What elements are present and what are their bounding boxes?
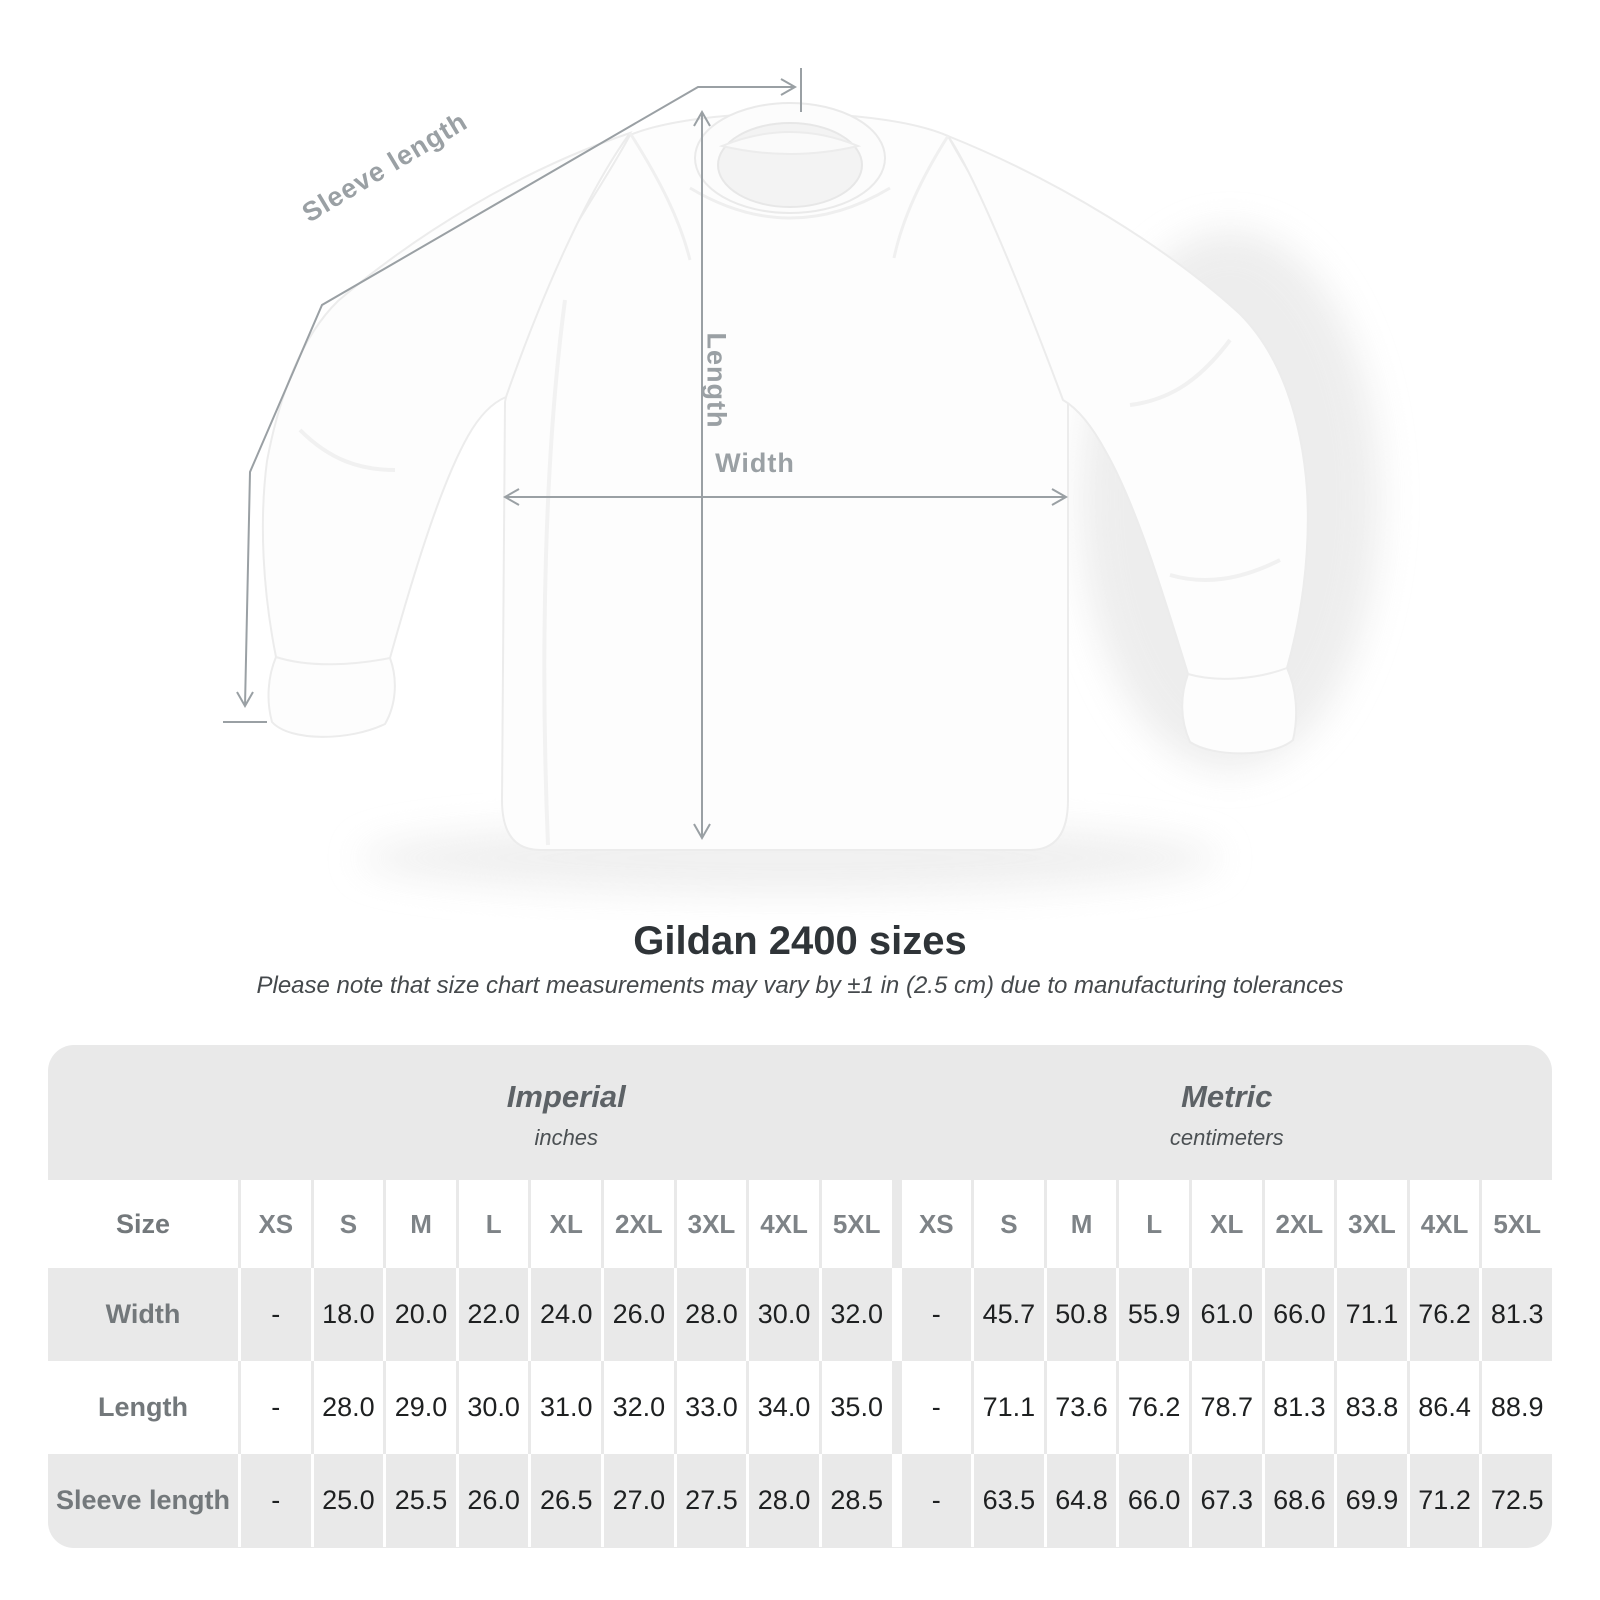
size-header-metric-xs: XS xyxy=(902,1180,972,1268)
imperial-value-l: 26.0 xyxy=(459,1454,529,1547)
metric-value-4xl: 86.4 xyxy=(1410,1361,1480,1454)
metric-value-s: 45.7 xyxy=(974,1268,1044,1361)
shirt-body xyxy=(502,113,1068,850)
metric-value-s: 71.1 xyxy=(974,1361,1044,1454)
imperial-value-4xl: 28.0 xyxy=(749,1454,819,1547)
imperial-value-m: 29.0 xyxy=(386,1361,456,1454)
imperial-value-2xl: 27.0 xyxy=(604,1454,674,1547)
table-row-length xyxy=(48,1361,1552,1454)
metric-title: Metric xyxy=(1181,1078,1273,1114)
imperial-metric-divider xyxy=(895,1361,899,1454)
imperial-value-5xl: 32.0 xyxy=(822,1268,892,1361)
metric-value-m: 50.8 xyxy=(1047,1268,1117,1361)
metric-value-4xl: 71.2 xyxy=(1410,1454,1480,1547)
size-header-imperial-xs: XS xyxy=(241,1180,311,1268)
size-column-header: Size xyxy=(48,1180,238,1268)
size-header-metric-s: S xyxy=(974,1180,1044,1268)
heading-section xyxy=(0,918,1600,1000)
imperial-metric-divider xyxy=(895,1180,899,1268)
imperial-value-2xl: 26.0 xyxy=(604,1268,674,1361)
table-body xyxy=(48,1268,1552,1547)
size-header-imperial-5xl: 5XL xyxy=(822,1180,892,1268)
metric-value-3xl: 69.9 xyxy=(1337,1454,1407,1547)
row-label: Length xyxy=(48,1361,238,1454)
metric-value-m: 73.6 xyxy=(1047,1361,1117,1454)
imperial-metric-divider xyxy=(895,1454,899,1547)
metric-value-l: 76.2 xyxy=(1119,1361,1189,1454)
metric-value-xs: - xyxy=(902,1361,972,1454)
unit-header-row xyxy=(48,1045,1552,1180)
size-header-imperial-s: S xyxy=(314,1180,384,1268)
length-measurement-label-text: Length xyxy=(701,332,732,428)
imperial-value-2xl: 32.0 xyxy=(604,1361,674,1454)
page-title: Gildan 2400 sizes xyxy=(633,919,967,963)
metric-subtitle: centimeters xyxy=(1169,1124,1284,1150)
imperial-value-4xl: 30.0 xyxy=(749,1268,819,1361)
imperial-value-3xl: 27.5 xyxy=(677,1454,747,1547)
size-header-imperial-m: M xyxy=(386,1180,456,1268)
imperial-value-s: 18.0 xyxy=(314,1268,384,1361)
size-header-row xyxy=(48,1180,1552,1268)
table-row-sleeve-length xyxy=(48,1454,1552,1547)
size-header-metric-3xl: 3XL xyxy=(1337,1180,1407,1268)
size-header-imperial-xl: XL xyxy=(531,1180,601,1268)
imperial-metric-divider xyxy=(895,1268,899,1361)
metric-value-xl: 67.3 xyxy=(1192,1454,1262,1547)
metric-value-3xl: 83.8 xyxy=(1337,1361,1407,1454)
metric-value-5xl: 72.5 xyxy=(1482,1454,1552,1547)
metric-value-5xl: 88.9 xyxy=(1482,1361,1552,1454)
width-measurement-label: Width xyxy=(715,448,795,478)
size-header-imperial-3xl: 3XL xyxy=(677,1180,747,1268)
metric-value-xl: 78.7 xyxy=(1192,1361,1262,1454)
size-header-metric-2xl: 2XL xyxy=(1265,1180,1335,1268)
size-header-imperial-l: L xyxy=(459,1180,529,1268)
table-row-width xyxy=(48,1268,1552,1361)
imperial-value-l: 22.0 xyxy=(459,1268,529,1361)
metric-value-2xl: 66.0 xyxy=(1265,1268,1335,1361)
page-subtitle: Please note that size chart measurements may vary by ±1 in (2.5 cm) due to manufacturing tolerances xyxy=(256,972,1344,999)
metric-value-xl: 61.0 xyxy=(1192,1268,1262,1361)
metric-value-4xl: 76.2 xyxy=(1410,1268,1480,1361)
imperial-value-3xl: 33.0 xyxy=(677,1361,747,1454)
imperial-value-xl: 31.0 xyxy=(531,1361,601,1454)
imperial-value-s: 25.0 xyxy=(314,1454,384,1547)
metric-value-3xl: 71.1 xyxy=(1337,1268,1407,1361)
imperial-value-xs: - xyxy=(241,1454,311,1547)
imperial-value-m: 20.0 xyxy=(386,1268,456,1361)
imperial-value-4xl: 34.0 xyxy=(749,1361,819,1454)
metric-value-xs: - xyxy=(902,1268,972,1361)
imperial-unit-header xyxy=(241,1075,892,1151)
imperial-value-5xl: 28.5 xyxy=(822,1454,892,1547)
size-header-metric-m: M xyxy=(1047,1180,1117,1268)
shirt-graphic xyxy=(263,103,1380,894)
metric-value-l: 66.0 xyxy=(1119,1454,1189,1547)
imperial-value-xl: 26.5 xyxy=(531,1454,601,1547)
imperial-value-xl: 24.0 xyxy=(531,1268,601,1361)
size-header-metric-4xl: 4XL xyxy=(1410,1180,1480,1268)
metric-value-l: 55.9 xyxy=(1119,1268,1189,1361)
row-label: Width xyxy=(48,1268,238,1361)
metric-unit-header xyxy=(902,1075,1553,1151)
size-header-imperial-4xl: 4XL xyxy=(749,1180,819,1268)
metric-value-5xl: 81.3 xyxy=(1482,1268,1552,1361)
metric-value-2xl: 68.6 xyxy=(1265,1454,1335,1547)
sleeve-length-measurement-label: Sleeve length xyxy=(296,106,473,229)
length-measurement-label xyxy=(688,320,744,440)
imperial-value-xs: - xyxy=(241,1268,311,1361)
metric-value-2xl: 81.3 xyxy=(1265,1361,1335,1454)
size-header-imperial-2xl: 2XL xyxy=(604,1180,674,1268)
imperial-value-5xl: 35.0 xyxy=(822,1361,892,1454)
size-header-metric-5xl: 5XL xyxy=(1482,1180,1552,1268)
metric-value-s: 63.5 xyxy=(974,1454,1044,1547)
imperial-subtitle: inches xyxy=(534,1124,599,1150)
imperial-value-s: 28.0 xyxy=(314,1361,384,1454)
size-chart-table xyxy=(48,1045,1552,1548)
imperial-value-3xl: 28.0 xyxy=(677,1268,747,1361)
metric-value-xs: - xyxy=(902,1454,972,1547)
row-label: Sleeve length xyxy=(48,1454,238,1547)
metric-value-m: 64.8 xyxy=(1047,1454,1117,1547)
size-header-metric-l: L xyxy=(1119,1180,1189,1268)
imperial-title: Imperial xyxy=(506,1078,626,1114)
imperial-value-m: 25.5 xyxy=(386,1454,456,1547)
imperial-value-l: 30.0 xyxy=(459,1361,529,1454)
size-header-metric-xl: XL xyxy=(1192,1180,1262,1268)
imperial-value-xs: - xyxy=(241,1361,311,1454)
